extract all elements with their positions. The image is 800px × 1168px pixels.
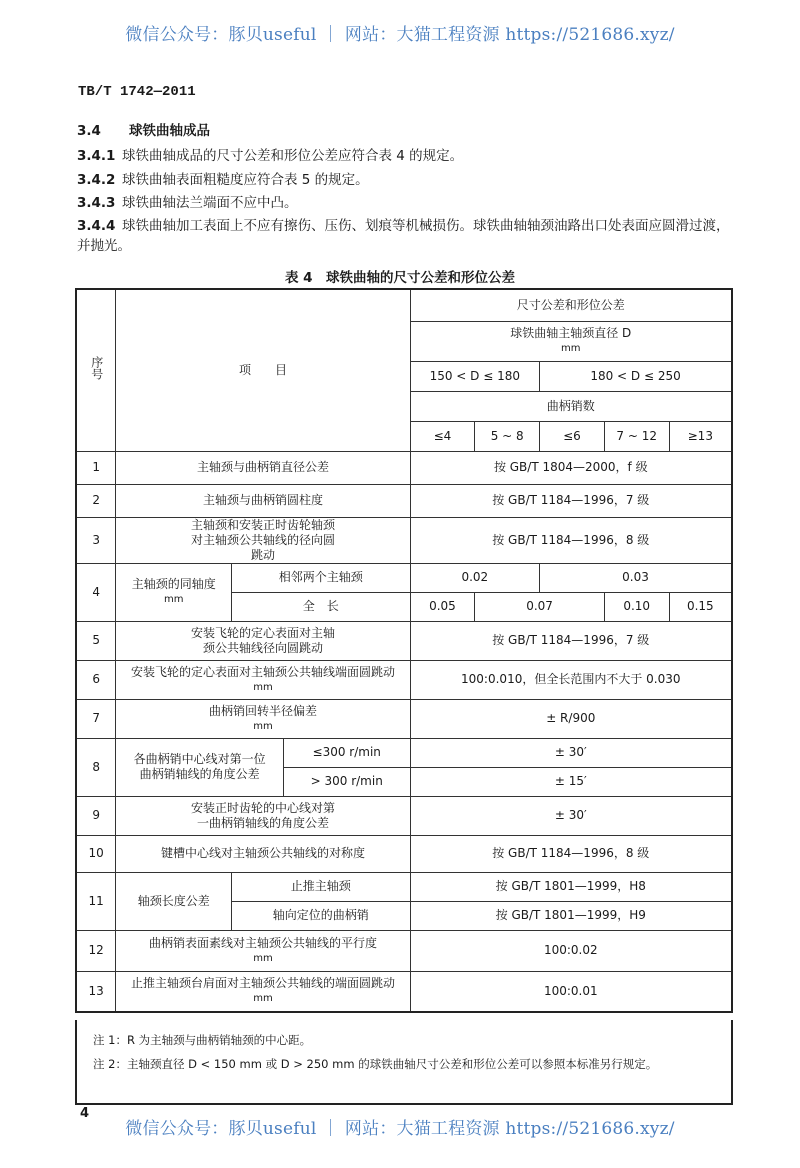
row-seq: 13 <box>76 971 116 1012</box>
row-value: ± 30′ <box>410 738 732 767</box>
table-row <box>76 796 732 835</box>
row-value: 按 GB/T 1184—1996，7 级 <box>410 484 732 517</box>
section-text: 球铁曲轴加工表面上不应有擦伤、压伤、划痕等机械损伤。球铁曲轴轴颈油路出口处表面应圆滑过渡，并抛光。 <box>77 218 730 254</box>
row-item: 安装正时齿轮的中心线对第一曲柄销轴线的角度公差 <box>116 796 410 835</box>
row-item: 曲柄销回转半径偏差 mm <box>116 699 410 738</box>
header-diameter: 球铁曲轴主轴颈直径 D mm <box>410 321 732 361</box>
row-value: 100:0.01 <box>410 971 732 1012</box>
section-number: 3.4.3 <box>77 195 116 211</box>
section-3-4-1 <box>77 146 463 166</box>
section-title: 球铁曲轴成品 <box>129 123 210 139</box>
row-item: 主轴颈与曲柄销圆柱度 <box>116 484 410 517</box>
row-subitem: 相邻两个主轴颈 <box>232 563 410 592</box>
table-row <box>76 971 732 1012</box>
section-3-4-3 <box>77 193 298 213</box>
header-range-2: 180 < D ≤ 250 <box>540 361 732 391</box>
row-subitem: 轴向定位的曲柄销 <box>232 901 410 930</box>
row-seq: 10 <box>76 835 116 872</box>
row-value: 0.15 <box>669 592 732 621</box>
row-item: 各曲柄销中心线对第一位曲柄销轴线的角度公差 <box>116 738 284 796</box>
row-seq: 9 <box>76 796 116 835</box>
section-3-4-4 <box>77 216 737 256</box>
row-subitem: 止推主轴颈 <box>232 872 410 901</box>
row-item: 轴颈长度公差 <box>116 872 232 930</box>
header-seq: 序号 <box>76 289 116 451</box>
row-seq: 4 <box>76 563 116 621</box>
document-id: TB/T 1742—2011 <box>78 84 196 100</box>
header-pin-col: 7 ~ 12 <box>604 421 669 451</box>
tolerance-table <box>75 288 733 1013</box>
row-value: 按 GB/T 1804—2000，f 级 <box>410 451 732 484</box>
section-3-4-2 <box>77 170 369 190</box>
row-seq: 8 <box>76 738 116 796</box>
table-row <box>76 517 732 563</box>
header-pin-count: 曲柄销数 <box>410 391 732 421</box>
note-1: 注 1：R 为主轴颈与曲柄销轴颈的中心距。 <box>93 1033 312 1047</box>
row-seq: 6 <box>76 660 116 699</box>
row-value: 0.03 <box>540 563 732 592</box>
row-item: 键槽中心线对主轴颈公共轴线的对称度 <box>116 835 410 872</box>
section-3-4 <box>77 121 210 141</box>
row-item: 安装飞轮的定心表面对主轴颈公共轴线径向圆跳动 <box>116 621 410 660</box>
row-value: 0.02 <box>410 563 540 592</box>
watermark-bottom: 微信公众号：豚贝useful ｜ 网站：大猫工程资源 https://521686.xyz/ <box>125 1119 675 1139</box>
table-row <box>76 930 732 971</box>
row-item: 止推主轴颈台肩面对主轴颈公共轴线的端面圆跳动 mm <box>116 971 410 1012</box>
table-row <box>76 451 732 484</box>
table-notes <box>75 1020 733 1105</box>
row-item: 主轴颈与曲柄销直径公差 <box>116 451 410 484</box>
row-subitem: > 300 r/min <box>283 767 410 796</box>
table-row <box>76 699 732 738</box>
header-pin-col: 5 ~ 8 <box>475 421 540 451</box>
row-seq: 7 <box>76 699 116 738</box>
row-value: 按 GB/T 1184—1996，7 级 <box>410 621 732 660</box>
section-text: 球铁曲轴法兰端面不应中凸。 <box>122 195 298 211</box>
row-seq: 3 <box>76 517 116 563</box>
row-seq: 5 <box>76 621 116 660</box>
header-tolerance: 尺寸公差和形位公差 <box>410 289 732 321</box>
table-row <box>76 872 732 901</box>
row-seq: 11 <box>76 872 116 930</box>
row-item: 安装飞轮的定心表面对主轴颈公共轴线端面圆跳动 mm <box>116 660 410 699</box>
header-item: 项 目 <box>116 289 410 451</box>
table-caption: 表 4 球铁曲轴的尺寸公差和形位公差 <box>284 270 516 286</box>
row-subitem: ≤300 r/min <box>283 738 410 767</box>
section-text: 球铁曲轴表面粗糙度应符合表 5 的规定。 <box>122 172 369 188</box>
row-value: 按 GB/T 1184—1996，8 级 <box>410 517 732 563</box>
row-seq: 1 <box>76 451 116 484</box>
row-value: ± R/900 <box>410 699 732 738</box>
table-row <box>76 621 732 660</box>
section-text: 球铁曲轴成品的尺寸公差和形位公差应符合表 4 的规定。 <box>122 148 464 164</box>
row-item: 曲柄销表面素线对主轴颈公共轴线的平行度 mm <box>116 930 410 971</box>
header-row <box>76 289 732 321</box>
row-item: 主轴颈和安装正时齿轮轴颈对主轴颈公共轴线的径向圆跳动 <box>116 517 410 563</box>
table-row <box>76 660 732 699</box>
header-pin-col: ≥13 <box>669 421 732 451</box>
row-seq: 2 <box>76 484 116 517</box>
watermark-top: 微信公众号：豚贝useful ｜ 网站：大猫工程资源 https://521686.xyz/ <box>125 25 675 45</box>
section-number: 3.4.4 <box>77 218 116 234</box>
section-number: 3.4 <box>77 123 101 139</box>
row-subitem: 全 长 <box>232 592 410 621</box>
table-row <box>76 563 732 592</box>
header-pin-col: ≤6 <box>540 421 605 451</box>
header-pin-col: ≤4 <box>410 421 475 451</box>
table-row <box>76 835 732 872</box>
table-row <box>76 738 732 767</box>
row-value: 100:0.02 <box>410 930 732 971</box>
row-value: ± 30′ <box>410 796 732 835</box>
row-value: 100:0.010，但全长范围内不大于 0.030 <box>410 660 732 699</box>
page-number: 4 <box>80 1106 90 1121</box>
table-row <box>76 484 732 517</box>
row-item: 主轴颈的同轴度 mm <box>116 563 232 621</box>
row-value: ± 15′ <box>410 767 732 796</box>
row-value: 按 GB/T 1801—1999，H9 <box>410 901 732 930</box>
row-value: 0.05 <box>410 592 475 621</box>
row-seq: 12 <box>76 930 116 971</box>
header-range-1: 150 < D ≤ 180 <box>410 361 540 391</box>
section-number: 3.4.2 <box>77 172 116 188</box>
section-number: 3.4.1 <box>77 148 116 164</box>
row-value: 0.07 <box>475 592 604 621</box>
row-value: 按 GB/T 1801—1999，H8 <box>410 872 732 901</box>
row-value: 按 GB/T 1184—1996，8 级 <box>410 835 732 872</box>
row-value: 0.10 <box>604 592 669 621</box>
note-2: 注 2：主轴颈直径 D < 150 mm 或 D > 250 mm 的球铁曲轴尺寸公差和形位公差可以参照本标准另行规定。 <box>93 1057 658 1071</box>
